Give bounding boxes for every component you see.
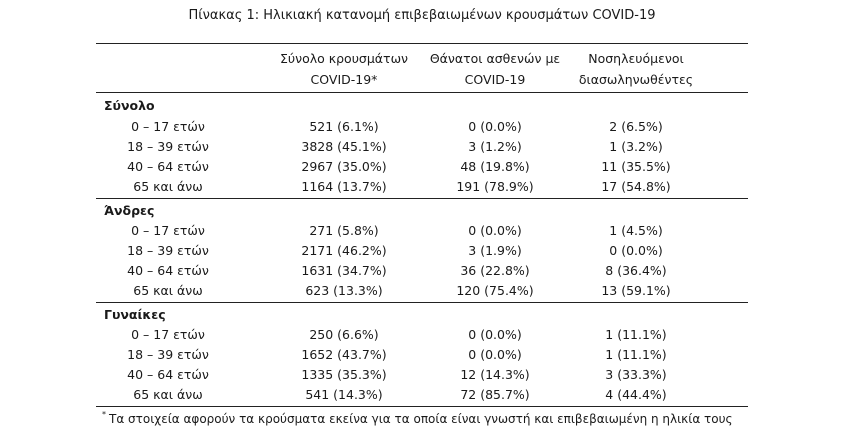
cases-cell: 1164 (13.7%)	[301, 179, 387, 194]
deaths-cell: 0 (0.0%)	[468, 119, 522, 134]
table-row	[96, 241, 748, 261]
cases-cell: 3828 (45.1%)	[301, 139, 387, 154]
header-deaths-line1: Θάνατοι ασθενών με	[429, 51, 561, 66]
age-group: 0 – 17 ετών	[131, 327, 205, 342]
deaths-cell: 3 (1.2%)	[468, 139, 522, 154]
section-rule	[96, 302, 748, 303]
header-rule	[96, 92, 748, 93]
cases-cell: 1335 (35.3%)	[301, 367, 387, 382]
intubated-cell: 8 (36.4%)	[605, 263, 667, 278]
age-group: 65 και άνω	[133, 387, 203, 402]
table-row	[96, 157, 748, 177]
cases-cell: 541 (14.3%)	[305, 387, 383, 402]
footnote	[102, 410, 733, 426]
intubated-cell: 1 (4.5%)	[609, 223, 663, 238]
table-row	[96, 281, 748, 301]
cases-cell: 623 (13.3%)	[305, 283, 383, 298]
age-group: 0 – 17 ετών	[131, 119, 205, 134]
header-deaths-line2: COVID-19	[464, 72, 526, 87]
cases-cell: 2171 (46.2%)	[301, 243, 387, 258]
table-row	[96, 345, 748, 365]
section-women: Γυναίκες	[104, 307, 166, 322]
cases-cell: 2967 (35.0%)	[301, 159, 387, 174]
age-group: 40 – 64 ετών	[127, 263, 209, 278]
table-row	[96, 261, 748, 281]
table-row	[96, 325, 748, 345]
header-intubated	[566, 48, 706, 90]
intubated-cell: 1 (11.1%)	[605, 327, 667, 342]
age-group: 40 – 64 ετών	[127, 159, 209, 174]
top-rule	[96, 43, 748, 44]
table-row	[96, 117, 748, 137]
cases-cell: 250 (6.6%)	[309, 327, 379, 342]
table-row	[96, 365, 748, 385]
deaths-cell: 191 (78.9%)	[456, 179, 534, 194]
table-row	[96, 137, 748, 157]
table-row	[96, 177, 748, 197]
intubated-cell: 2 (6.5%)	[609, 119, 663, 134]
header-total-cases-line2: COVID-19*	[310, 72, 378, 87]
intubated-cell: 11 (35.5%)	[601, 159, 671, 174]
cases-cell: 1652 (43.7%)	[301, 347, 387, 362]
intubated-cell: 3 (33.3%)	[605, 367, 667, 382]
cases-cell: 521 (6.1%)	[309, 119, 379, 134]
cases-cell: 1631 (34.7%)	[301, 263, 387, 278]
section-total: Σύνολο	[104, 98, 155, 113]
deaths-cell: 0 (0.0%)	[468, 347, 522, 362]
header-deaths	[416, 48, 574, 90]
deaths-cell: 72 (85.7%)	[460, 387, 530, 402]
cases-cell: 271 (5.8%)	[309, 223, 379, 238]
intubated-cell: 13 (59.1%)	[601, 283, 671, 298]
deaths-cell: 0 (0.0%)	[468, 223, 522, 238]
footnote-marker: *	[102, 410, 106, 419]
age-group: 0 – 17 ετών	[131, 223, 205, 238]
footnote-text: Τα στοιχεία αφορούν τα κρούσματα εκείνα για τα οποία είναι γνωστή και επιβεβαιωμένη η ηλικία τους	[109, 412, 733, 426]
section-men: Άνδρες	[104, 203, 155, 218]
intubated-cell: 1 (11.1%)	[605, 347, 667, 362]
deaths-cell: 36 (22.8%)	[460, 263, 530, 278]
intubated-cell: 4 (44.4%)	[605, 387, 667, 402]
age-group: 18 – 39 ετών	[127, 139, 209, 154]
age-group: 18 – 39 ετών	[127, 243, 209, 258]
table-title: Πίνακας 1: Ηλικιακή κατανομή επιβεβαιωμένων κρουσμάτων COVID-19	[188, 8, 656, 23]
intubated-cell: 17 (54.8%)	[601, 179, 671, 194]
deaths-cell: 3 (1.9%)	[468, 243, 522, 258]
age-group: 40 – 64 ετών	[127, 367, 209, 382]
deaths-cell: 12 (14.3%)	[460, 367, 530, 382]
header-total-cases-line1: Σύνολο κρουσμάτων	[279, 51, 409, 66]
deaths-cell: 48 (19.8%)	[460, 159, 530, 174]
intubated-cell: 0 (0.0%)	[609, 243, 663, 258]
deaths-cell: 120 (75.4%)	[456, 283, 534, 298]
intubated-cell: 1 (3.2%)	[609, 139, 663, 154]
header-intubated-line1: Νοσηλευόμενοι	[588, 51, 684, 66]
header-total-cases	[256, 48, 432, 90]
bottom-rule	[96, 406, 748, 407]
table-row	[96, 385, 748, 405]
section-rule	[96, 198, 748, 199]
age-group: 65 και άνω	[133, 179, 203, 194]
age-group: 65 και άνω	[133, 283, 203, 298]
age-group: 18 – 39 ετών	[127, 347, 209, 362]
header-intubated-line2: διασωληνωθέντες	[578, 72, 694, 87]
table-row	[96, 221, 748, 241]
deaths-cell: 0 (0.0%)	[468, 327, 522, 342]
